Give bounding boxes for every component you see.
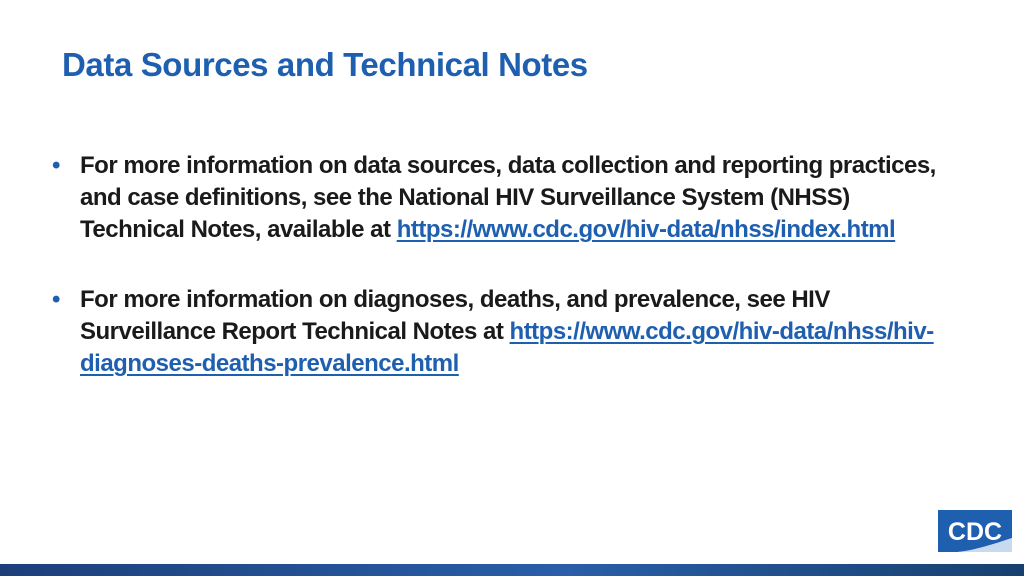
bullet-text: For more information on data sources, data collection and reporting practices, and case definitions, see the National HIV Surveillance System (NHSS) Technical Notes, available at [80, 152, 936, 243]
cdc-logo-text: CDC [947, 518, 1003, 546]
cdc-logo-icon [936, 508, 1014, 554]
bullet-list [52, 150, 952, 380]
bullet-dot-icon: • [52, 152, 60, 179]
surveillance-report-notes-link[interactable]: https://www.cdc.gov/hiv-data/nhss/hiv-diagnoses-deaths-prevalence.html [80, 318, 934, 377]
footer-bar [0, 564, 1024, 576]
bullet-item-nhss-technical-notes [52, 150, 952, 246]
nhss-technical-notes-link[interactable]: https://www.cdc.gov/hiv-data/nhss/index.html [396, 216, 896, 243]
bullet-item-surveillance-report-notes [52, 284, 952, 380]
bullet-text: For more information on diagnoses, deaths, and prevalence, see HIV Surveillance Report Technical Notes at [80, 286, 830, 345]
slide-title: Data Sources and Technical Notes [62, 46, 588, 83]
bullet-dot-icon: • [52, 286, 60, 313]
